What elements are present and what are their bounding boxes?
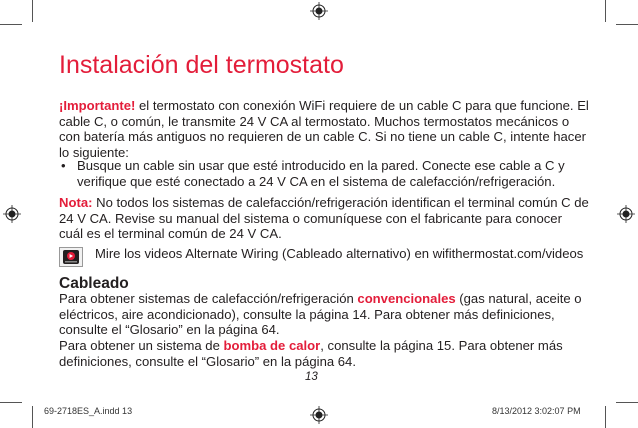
important-text: el termostato con conexión WiFi requiere de un cable C para que funcione. El cable C, o común, le transmite 24 V CA al termostato. Muchos termostatos mecánicos o con batería más antiguos no requieren de un cable C. Si no tiene un cable C, intente hacer lo siguiente: <box>59 98 589 160</box>
crop-mark <box>32 406 33 428</box>
bullet-item <box>59 158 589 189</box>
registration-mark-icon <box>3 205 21 223</box>
wiring-text: , consulte la página 15. Para obtener más definiciones, consulte el “Glosario” en la página 64. <box>59 338 563 369</box>
heat-pump-highlight: bomba de calor <box>223 338 321 353</box>
wiring-heading: Cableado <box>59 275 129 292</box>
page-title: Instalación del termostato <box>59 51 344 79</box>
wiring-text: (gas natural, aceite o eléctricos, aire acondicionado), consulte la página 14. Para obtener más definiciones, consulte el “Glosario” en la página 64. <box>59 291 582 338</box>
crop-mark <box>32 0 33 22</box>
note-text: No todos los sistemas de calefacción/refrigeración identifican el terminal común C de 24 V CA. Revise su manual del sistema o comuníquese con el fabricante para conocer cuál es el terminal común de 24 V CA. <box>59 195 589 242</box>
wiring-paragraph-heat-pump <box>59 338 589 369</box>
registration-mark-icon <box>310 406 328 424</box>
slug-filename: 69-2718ES_A.indd 13 <box>44 406 133 416</box>
important-label: ¡Importante! <box>59 98 136 113</box>
slug-date: 8/13/2012 3:02:07 PM <box>492 406 581 416</box>
page-number: 13 <box>305 371 318 383</box>
registration-mark-icon <box>310 2 328 20</box>
wiring-text: Para obtener sistemas de calefacción/refrigeración <box>59 291 358 306</box>
conventional-highlight: convencionales <box>357 291 456 306</box>
note-label: Nota: <box>59 195 93 210</box>
registration-mark-icon <box>617 205 635 223</box>
crop-mark <box>616 402 638 403</box>
wiring-text: Para obtener un sistema de <box>59 338 224 353</box>
video-text: Mire los videos Alternate Wiring (Cableado alternativo) en wifithermostat.com/videos <box>95 246 584 261</box>
note-paragraph <box>59 195 589 242</box>
video-play-icon <box>59 247 83 267</box>
crop-mark <box>605 0 606 22</box>
crop-mark <box>0 24 22 25</box>
crop-mark <box>605 406 606 428</box>
bullet-text: Busque un cable sin usar que esté introducido en la pared. Conecte ese cable a C y verifique que esté conectado a 24 V CA en el sistema de calefacción/refrigeración. <box>77 158 565 189</box>
important-paragraph <box>59 98 589 160</box>
bullet-marker: • <box>61 158 66 173</box>
crop-mark <box>0 402 22 403</box>
wiring-paragraph-conventional <box>59 291 589 338</box>
crop-mark <box>616 24 638 25</box>
